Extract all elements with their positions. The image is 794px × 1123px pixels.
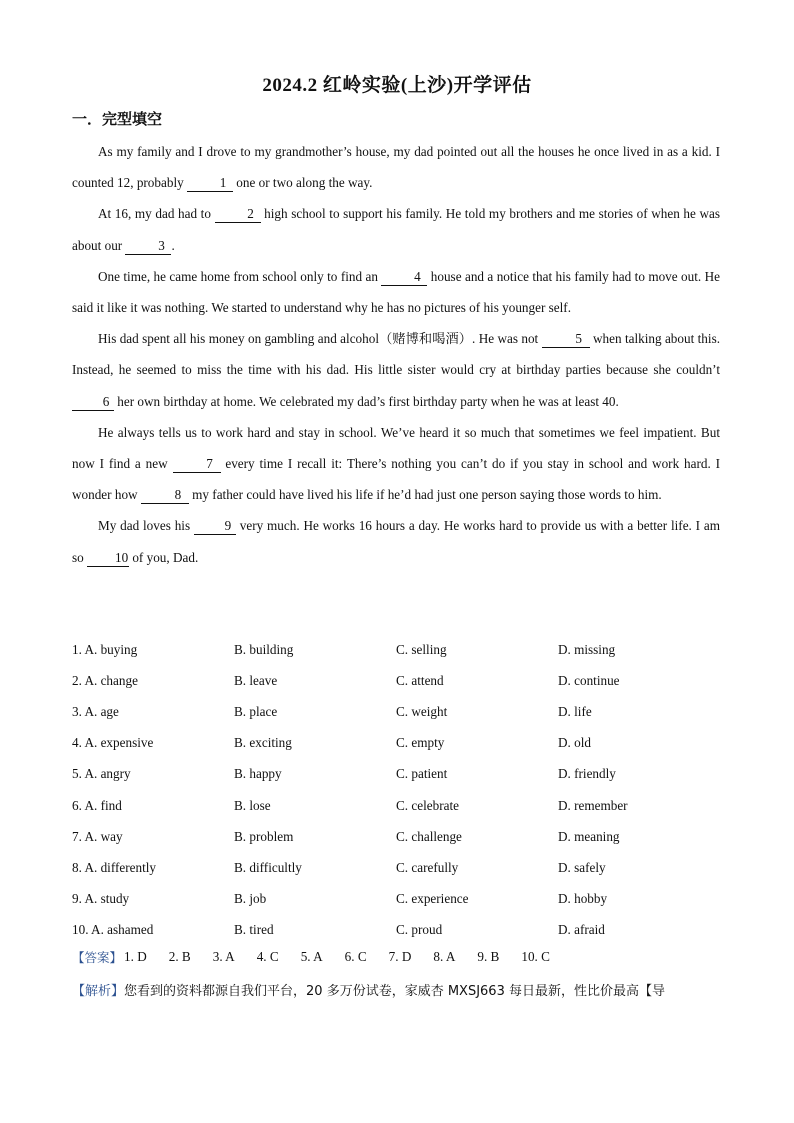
- text: one or two along the way.: [233, 175, 373, 191]
- option-b: B. lose: [234, 797, 271, 813]
- option-d: D. meaning: [558, 828, 620, 844]
- option-row-4: [72, 728, 722, 759]
- answer-item: 5. A: [300, 949, 323, 964]
- answer-item: 9. B: [477, 949, 500, 964]
- option-d: D. afraid: [558, 922, 605, 938]
- paragraph-5: [72, 417, 720, 511]
- blank-1: 1: [187, 175, 233, 192]
- option-c: C. attend: [396, 672, 444, 688]
- option-row-3: [72, 696, 722, 727]
- option-a: 6. A. find: [72, 797, 122, 813]
- option-d: D. old: [558, 735, 591, 751]
- option-row-1: [72, 634, 722, 665]
- option-d: D. remember: [558, 797, 628, 813]
- option-c: C. proud: [396, 922, 443, 938]
- option-a: 3. A. age: [72, 703, 119, 719]
- option-c: C. empty: [396, 735, 445, 751]
- option-d: D. hobby: [558, 891, 608, 907]
- option-c: C. selling: [396, 641, 447, 657]
- option-b: B. place: [234, 703, 278, 719]
- option-row-10: [72, 915, 722, 946]
- blank-9: 9: [194, 518, 236, 535]
- answer-item: 2. B: [168, 949, 191, 964]
- text: my father could have lived his life if he’d had just one person saying those words to him.: [188, 487, 662, 503]
- option-d: D. continue: [558, 672, 620, 688]
- paragraph-2: [72, 198, 720, 260]
- option-b: B. problem: [234, 828, 294, 844]
- section-title: 一．完型填空: [72, 112, 163, 128]
- cloze-passage: [72, 136, 720, 573]
- blank-7: 7: [173, 456, 221, 473]
- paragraph-6: [72, 510, 720, 572]
- option-d: D. safely: [558, 859, 606, 875]
- text: house and a notice that his family had to move out. He said it like it was nothing. We started to understand why he has no pictures of his younger self.: [72, 268, 720, 316]
- option-b: B. happy: [234, 766, 282, 782]
- option-row-9: [72, 884, 722, 915]
- option-a: 9. A. study: [72, 891, 130, 907]
- option-row-7: [72, 821, 722, 852]
- option-c: C. patient: [396, 766, 448, 782]
- option-c: C. celebrate: [396, 797, 459, 813]
- option-a: 7. A. way: [72, 828, 123, 844]
- blank-5: 5: [542, 331, 590, 348]
- option-b: B. difficultly: [234, 859, 302, 875]
- page-title: 2024.2 红岭实验(上沙)开学评估: [262, 75, 532, 96]
- option-a: 2. A. change: [72, 672, 138, 688]
- option-row-2: [72, 665, 722, 696]
- paragraph-3: [72, 261, 720, 323]
- analysis-label: 【解析】: [72, 984, 125, 999]
- options-list: [72, 634, 722, 946]
- option-c: C. carefully: [396, 859, 459, 875]
- option-c: C. challenge: [396, 828, 462, 844]
- text: My dad loves his: [98, 518, 194, 534]
- text: At 16, my dad had to: [98, 206, 215, 222]
- answer-item: 8. A: [433, 949, 456, 964]
- answer-item: 10. C: [521, 949, 550, 964]
- text: As my family and I drove to my grandmother’s house, my dad pointed out all the houses he once lived in as a kid. I counted 12, probably: [72, 144, 720, 191]
- option-b: B. tired: [234, 922, 274, 938]
- option-b: B. job: [234, 891, 267, 907]
- option-a: 1. A. buying: [72, 641, 138, 657]
- paragraph-4: [72, 323, 720, 417]
- blank-3: 3: [125, 238, 171, 255]
- blank-8: 8: [141, 487, 189, 504]
- option-b: B. leave: [234, 672, 278, 688]
- text: when talking about this. Instead, he seemed to miss the time with his dad. His little sister would cry at birthday parties because she couldn’t: [72, 331, 720, 378]
- option-b: B. building: [234, 641, 294, 657]
- option-a: 8. A. differently: [72, 859, 156, 875]
- analysis-text: 您看到的资料都源自我们平台，20 多万份试卷，家威杏 MXSJ663 每日最新，性比价最高【导: [124, 984, 665, 999]
- answer-item: 4. C: [256, 949, 279, 964]
- answer-item: 1. D: [124, 949, 147, 964]
- text: high school to support his family. He told my brothers and me stories of when he was about our: [72, 206, 720, 253]
- text: very much. He works 16 hours a day. He works hard to provide us with a better life. I am so: [72, 518, 721, 565]
- text: His dad spent all his money on gambling and alcohol（赌博和喝酒）. He was not: [98, 331, 542, 347]
- text: her own birthday at home. We celebrated my dad’s first birthday party when he was at least 40.: [114, 393, 619, 409]
- option-d: D. missing: [558, 641, 616, 657]
- text: One time, he came home from school only to find an: [98, 268, 382, 284]
- option-b: B. exciting: [234, 735, 292, 751]
- text: He always tells us to work hard and stay in school. We’ve heard it so much that sometimes we feel impatient. But now I find a new: [72, 424, 720, 472]
- option-c: C. weight: [396, 703, 448, 719]
- answer-line: [72, 948, 722, 966]
- paragraph-1: [72, 136, 720, 198]
- text: of you, Dad.: [129, 549, 199, 565]
- option-d: D. life: [558, 703, 592, 719]
- blank-6: 6: [72, 394, 114, 411]
- analysis-line: [72, 980, 722, 999]
- blank-4: 4: [381, 269, 427, 286]
- option-a: 5. A. angry: [72, 766, 131, 782]
- option-a: 4. A. expensive: [72, 735, 154, 751]
- option-d: D. friendly: [558, 766, 616, 782]
- text: .: [171, 237, 175, 253]
- option-row-8: [72, 852, 722, 883]
- blank-10: 10: [87, 550, 129, 567]
- answer-item: 7. D: [388, 949, 412, 964]
- option-c: C. experience: [396, 891, 469, 907]
- answer-item: 3. A: [212, 949, 235, 964]
- text: every time I recall it: There’s nothing you can’t do if you stay in school and work hard. I wonder how: [72, 456, 721, 503]
- option-a: 10. A. ashamed: [72, 922, 154, 938]
- answer-item: 6. C: [344, 949, 367, 964]
- blank-2: 2: [215, 206, 261, 223]
- option-row-5: [72, 759, 722, 790]
- option-row-6: [72, 790, 722, 821]
- answer-label: 【答案】: [72, 950, 123, 965]
